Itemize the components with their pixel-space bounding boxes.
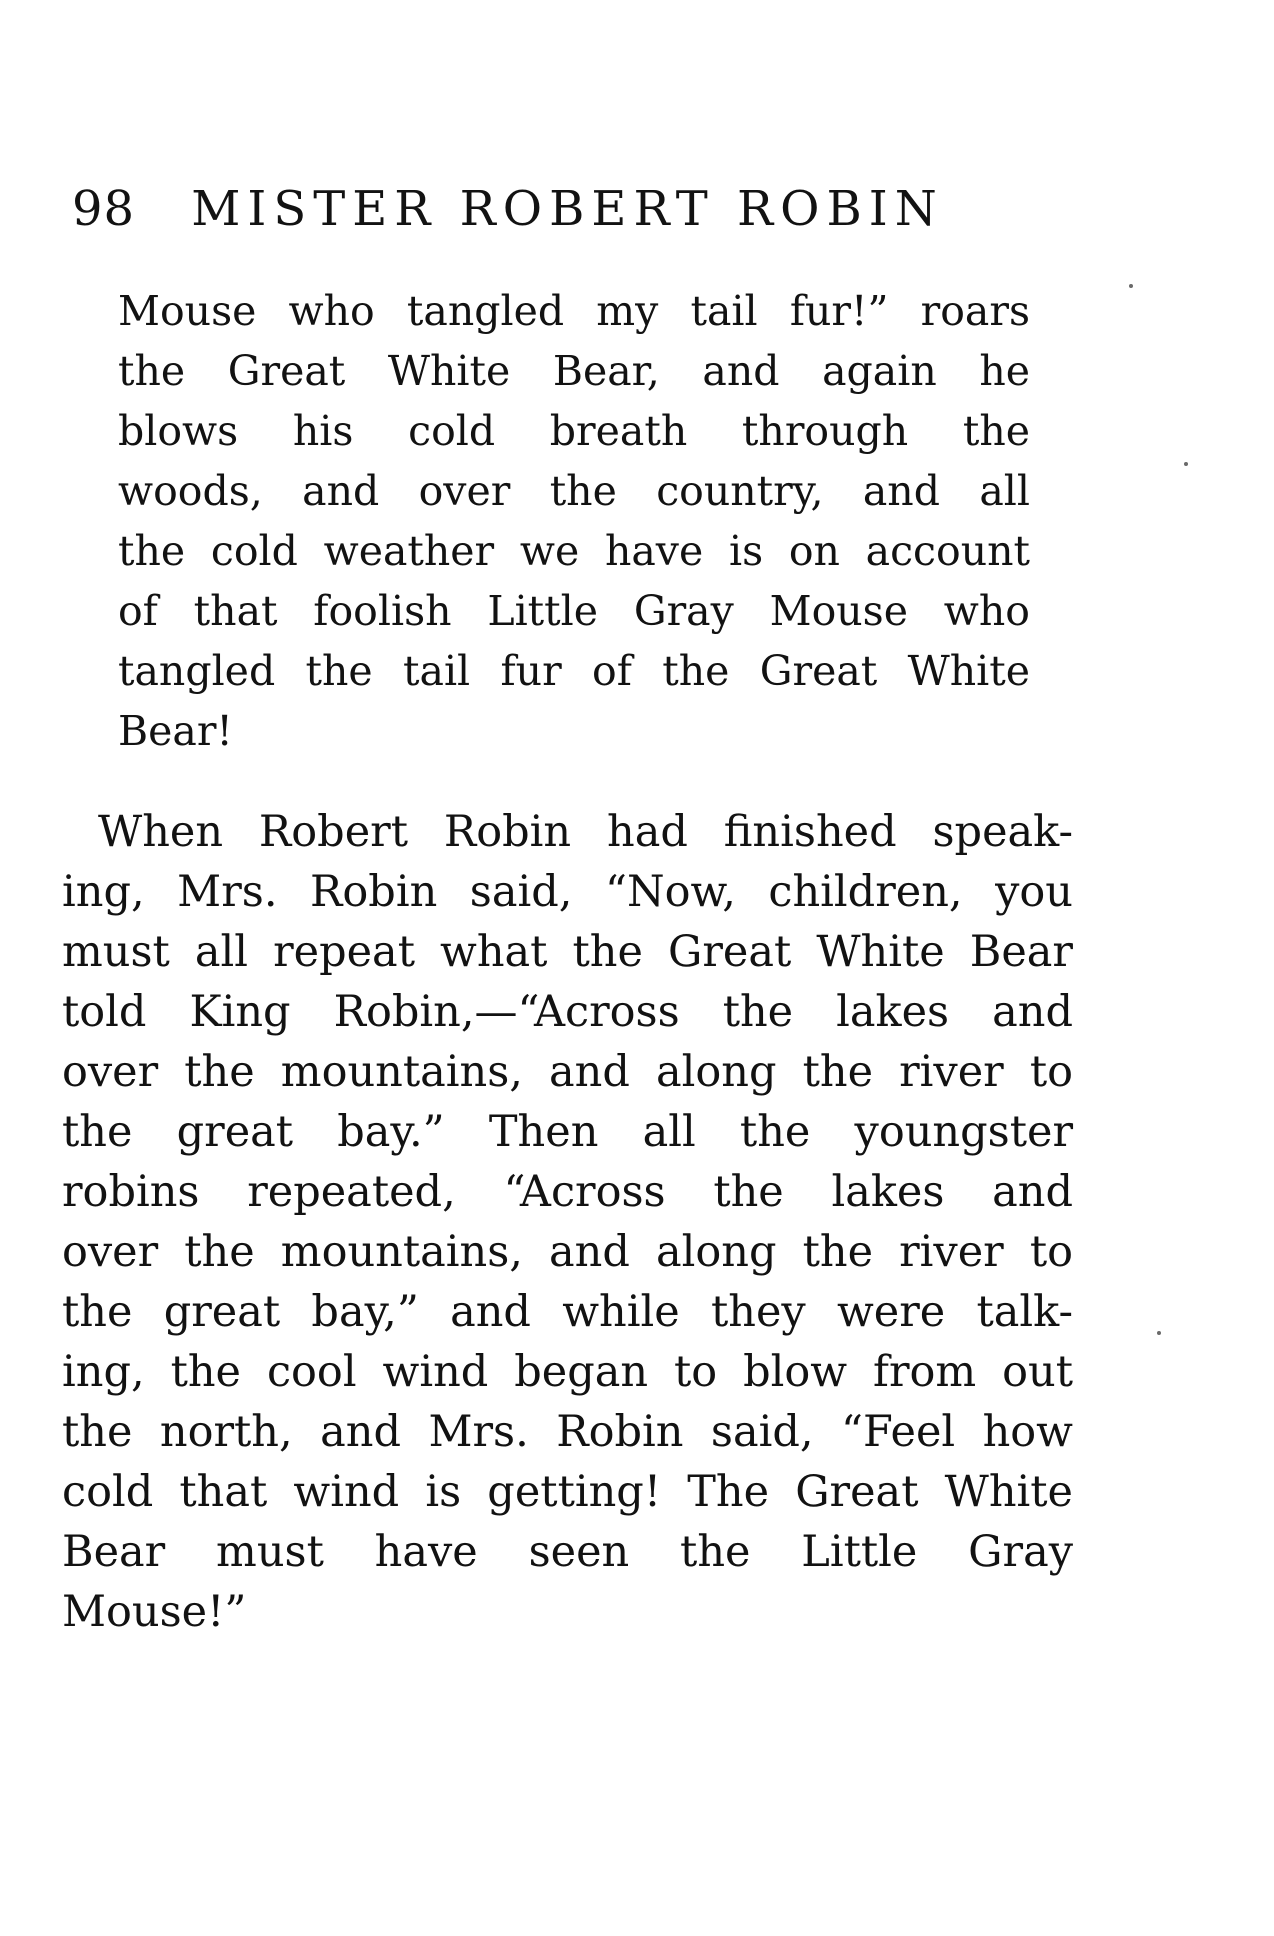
quote-paragraph — [118, 281, 1030, 761]
text-line: Bear must have seen the Little Gray — [62, 1527, 1073, 1577]
text-line: woods, and over the country, and all — [118, 467, 1030, 515]
text-line: ing, the cool wind began to blow from out — [62, 1347, 1073, 1397]
text-line: the Great White Bear, and again he — [118, 347, 1030, 395]
page-header — [0, 181, 1274, 237]
text-line: over the mountains, and along the river to — [62, 1227, 1073, 1277]
main-paragraph — [62, 802, 1073, 1642]
text-line: When Robert Robin had finished speak- — [98, 807, 1073, 857]
text-line: cold that wind is getting! The Great White — [62, 1467, 1073, 1517]
scan-speck — [1157, 1331, 1161, 1335]
text-line: ing, Mrs. Robin said, “Now, children, you — [62, 867, 1073, 917]
text-line: Bear! — [118, 707, 233, 755]
text-line: the cold weather we have is on account — [118, 527, 1030, 575]
running-title: MISTER ROBERT ROBIN — [191, 181, 944, 237]
scan-speck — [1129, 284, 1133, 288]
text-line: robins repeated, “Across the lakes and — [62, 1167, 1073, 1217]
text-line: over the mountains, and along the river to — [62, 1047, 1073, 1097]
text-line: must all repeat what the Great White Bear — [62, 927, 1073, 977]
text-line: tangled the tail fur of the Great White — [118, 647, 1030, 695]
text-column — [62, 281, 1073, 1642]
text-line: the north, and Mrs. Robin said, “Feel how — [62, 1407, 1073, 1457]
page-number: 98 — [72, 181, 136, 237]
text-line: the great bay,” and while they were talk- — [62, 1287, 1073, 1337]
text-line: told King Robin,—“Across the lakes and — [62, 987, 1073, 1037]
text-line: Mouse who tangled my tail fur!” roars — [118, 287, 1030, 335]
text-line: the great bay.” Then all the youngster — [62, 1107, 1073, 1157]
text-line: of that foolish Little Gray Mouse who — [118, 587, 1030, 635]
text-line: Mouse!” — [62, 1587, 247, 1637]
scan-speck — [1184, 462, 1188, 466]
text-line: blows his cold breath through the — [118, 407, 1030, 455]
